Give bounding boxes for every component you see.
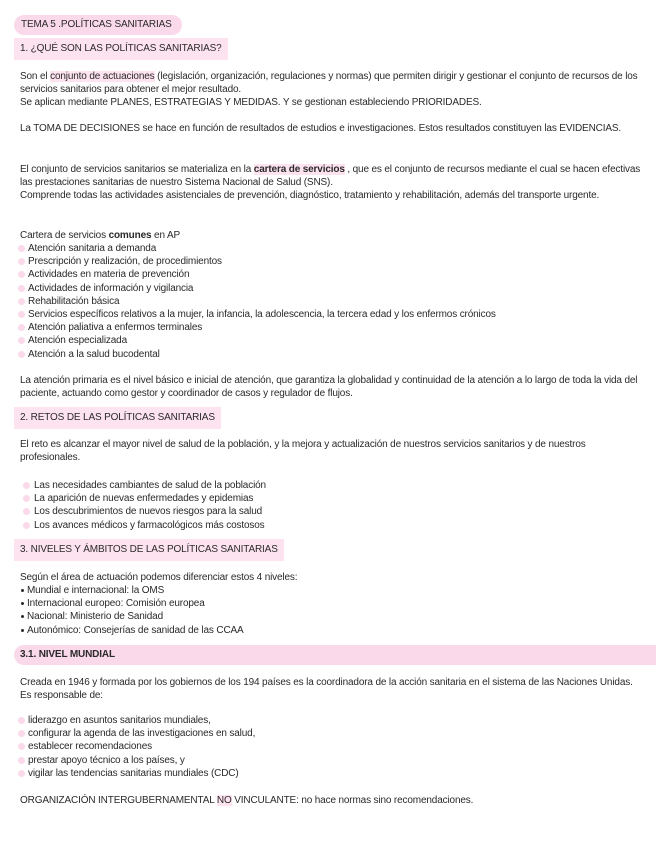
list-item: liderazgo en asuntos sanitarios mundiales,: [20, 714, 644, 727]
list-item: Internacional europeo: Comisión europea: [20, 597, 644, 610]
list-item: Actividades de información y vigilancia: [20, 282, 644, 295]
list-item: La aparición de nuevas enfermedades y epidemias: [20, 492, 644, 505]
paragraph-atencion-primaria: La atención primaria es el nivel básico e inicial de atención, que garantiza la globalidad y continuidad de la atención a lo largo de toda la vida del paciente, actuando como gestor y coordinador de casos y regulador de flujos.: [20, 375, 638, 400]
list-item: Prescripción y realización, de procedimientos: [20, 255, 644, 268]
highlight-conjunto-actuaciones: conjunto de actuaciones: [50, 71, 155, 82]
list-item: Autonómico: Consejerías de sanidad de las CCAA: [20, 624, 644, 637]
paragraph-niveles: Según el área de actuación podemos diferenciar estos 4 niveles:: [20, 572, 298, 583]
list-item: Actividades en materia de prevención: [20, 268, 644, 281]
list-item: Nacional: Ministerio de Sanidad: [20, 610, 644, 623]
oms-list: [20, 714, 644, 780]
list-item: Rehabilitación básica: [20, 295, 644, 308]
niveles-list: [20, 584, 644, 637]
list-item: Las necesidades cambiantes de salud de la población: [20, 479, 644, 492]
paragraph-cartera: El conjunto de servicios sanitarios se materializa en la cartera de servicios , que es el conjunto de recursos mediante el cual se hacen efectivas las prestaciones sanitarias de nuestro Sistema Nacional de Salud (SNS). Comprende todas las actividades asistenciales de prevención, diagnóstico, tratamiento y rehabilitación, además del transporte urgente.: [20, 164, 641, 202]
paragraph-vinculante: ORGANIZACIÓN INTERGUBERNAMENTAL NO VINCULANTE: no hace normas sino recomendaciones.: [20, 795, 474, 806]
paragraph-oms: Creada en 1946 y formada por los gobiernos de los 194 países es la coordinadora de la acción sanitaria en el sistema de las Naciones Unidas. Es responsable de:: [20, 677, 633, 702]
heading-que-son: 1. ¿QUÉ SON LAS POLÍTICAS SANITARIAS?: [14, 38, 228, 60]
highlight-no: NO: [216, 795, 232, 806]
list-item: configurar la agenda de las investigaciones en salud,: [20, 727, 644, 740]
list-item: Los descubrimientos de nuevos riesgos para la salud: [20, 505, 644, 518]
cartera-list: [20, 242, 644, 361]
list-item: Atención paliativa a enfermos terminales: [20, 321, 644, 334]
retos-list: [20, 479, 644, 532]
heading-niveles: 3. NIVELES Y ÁMBITOS DE LAS POLÍTICAS SANITARIAS: [14, 539, 284, 561]
paragraph-toma-decisiones: La TOMA DE DECISIONES se hace en función de resultados de estudios e investigaciones. Estos resultados constituyen las EVIDENCIAS.: [20, 123, 622, 134]
document-title: TEMA 5 .POLÍTICAS SANITARIAS: [14, 15, 182, 35]
list-item: Atención sanitaria a demanda: [20, 242, 644, 255]
list-item: Mundial e internacional: la OMS: [20, 584, 644, 597]
list-item: Atención a la salud bucodental: [20, 348, 644, 361]
list-item: vigilar las tendencias sanitarias mundiales (CDC): [20, 767, 644, 780]
heading-retos: 2. RETOS DE LAS POLÍTICAS SANITARIAS: [14, 407, 221, 429]
list-item: Servicios específicos relativos a la mujer, la infancia, la adolescencia, la tercera edad y los enfermos crónicos: [20, 308, 644, 321]
cartera-heading: Cartera de servicios comunes en AP: [20, 230, 180, 241]
heading-nivel-mundial: 3.1. NIVEL MUNDIAL: [14, 645, 656, 665]
list-item: establecer recomendaciones: [20, 740, 644, 753]
list-item: Atención especializada: [20, 334, 644, 347]
paragraph-definicion: Son el conjunto de actuaciones (legislación, organización, regulaciones y normas) que permiten dirigir y gestionar el conjunto de recursos de los servicios sanitarios para obtener el mejor resultado. Se aplican mediante PLANES, ESTRATEGIAS Y MEDIDAS. Y se gestionan estableciendo PRIORIDADES.: [20, 71, 638, 109]
highlight-cartera-servicios: cartera de servicios: [253, 164, 345, 175]
list-item: prestar apoyo técnico a los países, y: [20, 754, 644, 767]
list-item: Los avances médicos y farmacológicos más costosos: [20, 519, 644, 532]
paragraph-retos: El reto es alcanzar el mayor nivel de salud de la población, y la mejora y actualización de nuestros servicios sanitarios y de nuestros profesionales.: [20, 439, 586, 464]
